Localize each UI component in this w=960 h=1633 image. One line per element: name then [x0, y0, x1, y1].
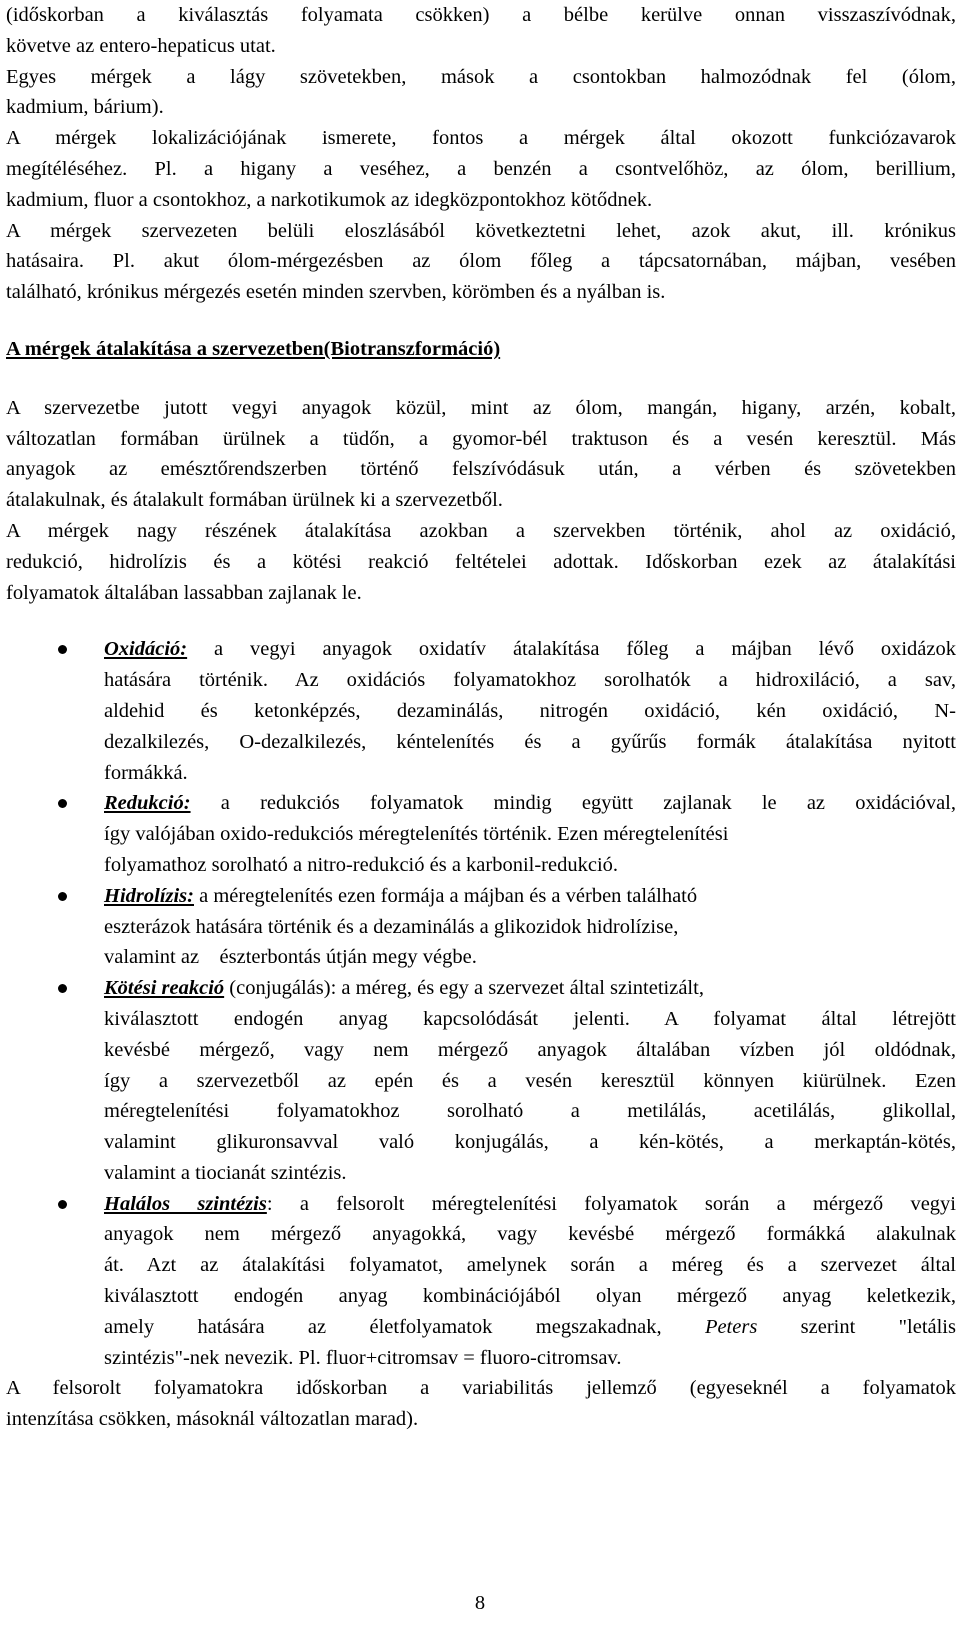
text-line: formákká.	[104, 761, 188, 784]
text-line: így a szervezetből az epén és a vesén keresztül könnyen kiürülnek. Ezen	[104, 1069, 956, 1092]
text-line: A felsorolt folyamatokra időskorban a variabilitás jellemző (egyeseknél a folyamatok	[6, 1377, 956, 1400]
text-line	[104, 1312, 956, 1343]
bullet-list	[6, 634, 956, 1373]
text-line: kadmium, fluor a csontokhoz, a narkotikumok az idegközpontokhoz kötődnek.	[6, 188, 653, 211]
text-line: valamint glikuronsavval való konjugálás, a kén-kötés, a merkaptán-kötés,	[104, 1131, 956, 1154]
text-line: dezalkilezés, O-dezalkilezés, kéntelenítés és a gyűrűs formák átalakítása nyitott	[104, 730, 956, 753]
term-description: a vegyi anyagok oxidatív átalakítása főleg a májban lévő oxidázok	[187, 638, 956, 661]
bullet-icon	[58, 984, 67, 993]
text-line: Egyes mérgek a lágy szövetekben, mások a csontokban halmozódnak fel (ólom,	[6, 65, 956, 88]
text-line: folyamathoz sorolható a nitro-redukció és a karbonil-redukció.	[104, 853, 619, 876]
text-line: valamint az észterbontás útján megy végbe.	[104, 946, 477, 969]
term-label: Kötési reakció	[104, 977, 225, 1000]
text-segment: amely hatására az életfolyamatok megszakadnak,	[104, 1315, 705, 1338]
text-line: aldehid és ketonképzés, dezaminálás, nitrogén oxidáció, kén oxidáció, N-	[104, 699, 956, 722]
text-line: folyamatok általában lassabban zajlanak le.	[6, 581, 362, 604]
text-line: található, krónikus mérgezés esetén minden szervben, körömben és a nyálban is.	[6, 281, 666, 304]
bullet-icon	[58, 645, 67, 654]
text-line: redukció, hidrolízis és a kötési reakció feltételei adottak. Időskorban ezek az átalakítási	[6, 550, 956, 573]
term-description: a redukciós folyamatok mindig együtt zajlanak le az oxidációval,	[190, 792, 956, 815]
bullet-icon	[58, 799, 67, 808]
body-paragraphs	[6, 393, 956, 609]
bullet-icon	[58, 892, 67, 901]
bullet-icon	[58, 1200, 67, 1209]
text-line: anyagok nem mérgező anyagokká, vagy kevésbé mérgező formákká alakulnak	[104, 1223, 956, 1246]
list-item-reduction	[6, 788, 956, 880]
text-line: anyagok az emésztőrendszerben történő felszívódásuk után, a vérben és szövetekben	[6, 458, 956, 481]
list-item-conjugation	[6, 973, 956, 1189]
text-line: szintézis"-nek nevezik. Pl. fluor+citromsav = fluoro-citromsav.	[104, 1346, 622, 1369]
term-description: : a felsorolt méregtelenítési folyamatok során a mérgező vegyi	[266, 1192, 956, 1215]
text-line: kadmium, bárium).	[6, 96, 164, 119]
term-label: Redukció:	[104, 792, 191, 815]
term-label: Hidrolízis:	[104, 884, 194, 907]
list-item-lethal-synthesis	[6, 1189, 956, 1374]
text-line: kevésbé mérgező, vagy nem mérgező anyagok általában vízben jól oldódnak,	[104, 1038, 956, 1061]
term-label: Oxidáció:	[104, 638, 188, 661]
text-line: átalakulnak, és átalakult formában ürülnek ki a szervezetből.	[6, 489, 503, 512]
text-line: hatására történik. Az oxidációs folyamatokhoz sorolhatók a hidroxiláció, a sav,	[104, 669, 956, 692]
text-line: követve az entero-hepaticus utat.	[6, 34, 276, 57]
section-heading: A mérgek átalakítása a szervezetben(Biotranszformáció)	[6, 337, 501, 360]
document-page	[6, 0, 956, 1435]
text-line: valamint a tiocianát szintézis.	[104, 1161, 347, 1184]
term-label: Halálos szintézis	[104, 1192, 267, 1215]
text-line: eszterázok hatására történik és a dezaminálás a glikozidok hidrolízise,	[104, 915, 679, 938]
text-line: A mérgek szervezeten belüli eloszlásából következtetni lehet, azok akut, ill. krónikus	[6, 219, 956, 242]
page-number: 8	[474, 1592, 486, 1614]
text-line: (időskorban a kiválasztás folyamata csökken) a bélbe kerülve onnan visszaszívódnak,	[6, 4, 956, 26]
intro-paragraphs	[6, 0, 956, 308]
text-line: kiválasztott endogén anyag kombinációjából olyan mérgező anyag keletkezik,	[104, 1285, 956, 1308]
term-description: (conjugálás): a méreg, és egy a szervezet által szintetizált,	[224, 977, 704, 1000]
text-line: kiválasztott endogén anyag kapcsolódását jelenti. A folyamat által létrejött	[104, 1007, 956, 1030]
text-line: így valójában oxido-redukciós méregtelenítés történik. Ezen méregtelenítési	[104, 823, 729, 846]
closing-paragraph	[6, 1373, 956, 1435]
text-line: A mérgek nagy részének átalakítása azokban a szervekben történik, ahol az oxidáció,	[6, 519, 956, 542]
author-name: Peters	[704, 1315, 758, 1338]
text-line: át. Azt az átalakítási folyamatot, amelynek során a méreg és a szervezet által	[104, 1254, 956, 1277]
text-line: A szervezetbe jutott vegyi anyagok közül, mint az ólom, mangán, higany, arzén, kobalt,	[6, 396, 956, 419]
text-line: intenzítása csökken, másoknál változatlan marad).	[6, 1408, 419, 1431]
text-line: hatásaira. Pl. akut ólom-mérgezésben az ólom főleg a tápcsatornában, májban, vesében	[6, 250, 956, 273]
text-segment: szerint "letális	[757, 1315, 956, 1338]
list-item-hydrolysis	[6, 881, 956, 973]
text-line: megítéléséhez. Pl. a higany a veséhez, a benzén a csontvelőhöz, az ólom, berillium,	[6, 157, 956, 180]
text-line: változatlan formában ürülnek a tüdőn, a gyomor-bél traktuson és a vesén keresztül. Más	[6, 427, 956, 450]
text-line: A mérgek lokalizációjának ismerete, fontos a mérgek által okozott funkciózavarok	[6, 127, 956, 150]
list-item-oxidation	[6, 634, 956, 788]
term-description: a méregtelenítés ezen formája a májban és a vérben található	[194, 884, 698, 907]
text-line: méregtelenítési folyamatokhoz sorolható a metilálás, acetilálás, glikollal,	[104, 1100, 956, 1123]
